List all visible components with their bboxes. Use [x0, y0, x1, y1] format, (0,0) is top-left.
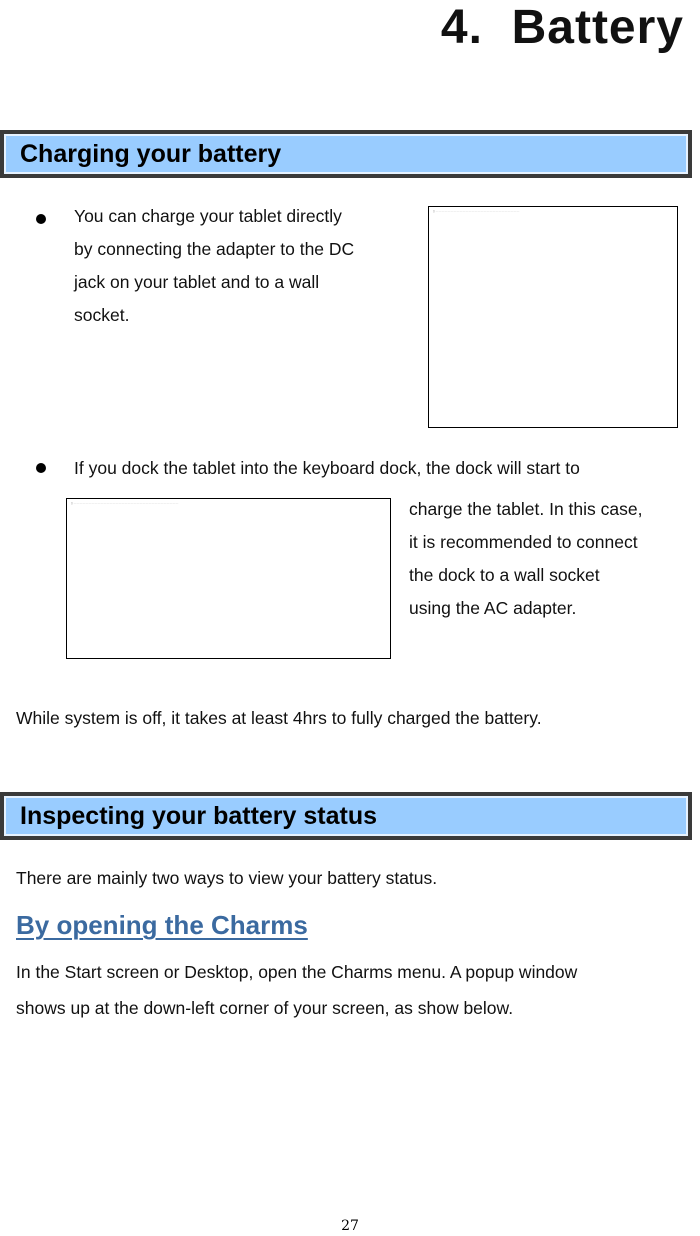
bullet2-text — [409, 493, 699, 625]
section-header-inspecting — [0, 792, 692, 840]
image-placeholder-strip: ▯ ………………………………………………………………………… — [433, 209, 520, 213]
section-heading: Inspecting your battery status — [20, 802, 378, 830]
tablet-charging-image — [428, 206, 678, 428]
section-header-charging — [0, 130, 692, 178]
charms-body — [16, 954, 700, 1026]
body-line: shows up at the down-left corner of your screen, as show below. — [16, 998, 514, 1018]
bullet2-line: it is recommended to connect — [409, 532, 638, 552]
bullet1-line: by connecting the adapter to the DC — [74, 239, 355, 259]
bullet1-line: jack on your tablet and to a wall — [74, 272, 320, 292]
image-placeholder-strip: ▯ …………………………………………………………………………………………… — [71, 501, 179, 505]
bullet1-line: You can charge your tablet directly — [74, 206, 342, 226]
inspect-intro: There are mainly two ways to view your battery status. — [16, 868, 438, 888]
dock-charging-image — [66, 498, 391, 659]
bullet2-line: the dock to a wall socket — [409, 565, 600, 585]
subheading-charms: By opening the Charms — [16, 910, 308, 940]
chapter-title: 4. Battery — [440, 1, 684, 54]
bullet2-line: charge the tablet. In this case, — [409, 499, 643, 519]
bullet-dot — [36, 214, 46, 224]
section-heading: Charging your battery — [20, 140, 282, 168]
bullet2-line: using the AC adapter. — [409, 598, 577, 618]
bullet1-line: socket. — [74, 305, 130, 325]
page-number: 27 — [341, 1218, 359, 1234]
bullet1-text — [74, 200, 414, 332]
bullet-dot — [36, 463, 46, 473]
bullet2-first-line: If you dock the tablet into the keyboard dock, the dock will start to — [74, 458, 580, 478]
body-line: In the Start screen or Desktop, open the Charms menu. A popup window — [16, 962, 578, 982]
charging-note: While system is off, it takes at least 4hrs to fully charged the battery. — [16, 708, 542, 728]
